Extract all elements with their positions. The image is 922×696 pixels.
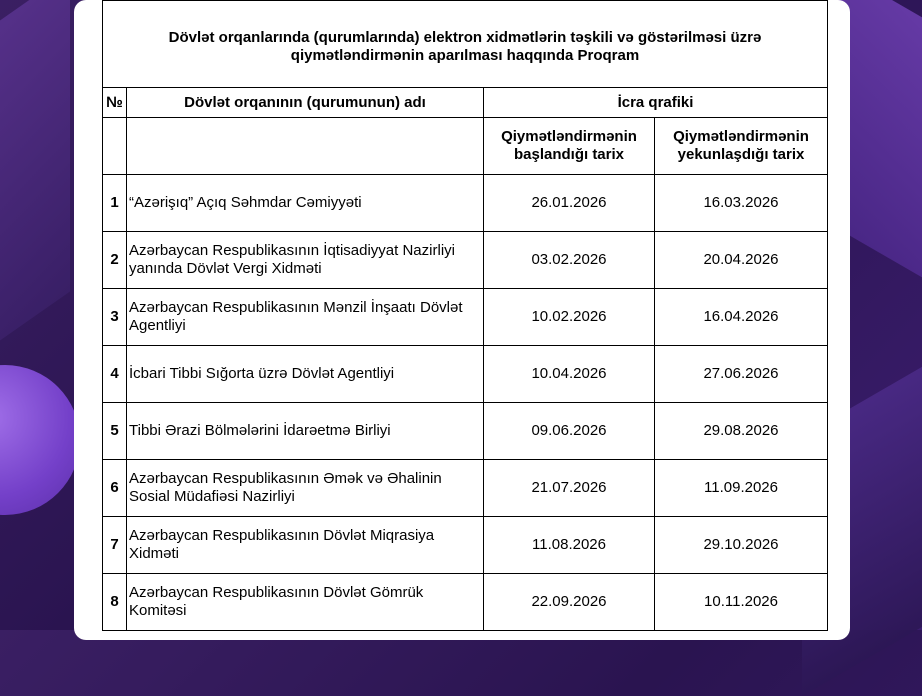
background-circle	[0, 365, 80, 515]
header-end-date: Qiymətləndirmənin yekunlaşdığı tarix	[655, 118, 828, 175]
row-end-date: 16.04.2026	[655, 289, 828, 346]
row-start-date: 10.04.2026	[484, 346, 655, 403]
row-org-name: Azərbaycan Respublikasının Mənzil İnşaatı Dövlət Agentliyi	[127, 289, 484, 346]
row-end-date: 27.06.2026	[655, 346, 828, 403]
table-row	[103, 517, 828, 574]
document-title: Dövlət orqanlarında (qurumlarında) elektron xidmətlərin təşkili və göstərilməsi üzrə qiymətləndirmənin aparılması haqqında Proqram	[103, 1, 828, 88]
row-org-name: Azərbaycan Respublikasının Əmək və Əhalinin Sosial Müdafiəsi Nazirliyi	[127, 460, 484, 517]
row-org-name: İcbari Tibbi Sığorta üzrə Dövlət Agentliyi	[127, 346, 484, 403]
header-empty-name	[127, 118, 484, 175]
row-end-date: 16.03.2026	[655, 175, 828, 232]
row-end-date: 29.08.2026	[655, 403, 828, 460]
row-start-date: 03.02.2026	[484, 232, 655, 289]
header-empty-number	[103, 118, 127, 175]
row-number: 1	[103, 175, 127, 232]
row-number: 3	[103, 289, 127, 346]
row-end-date: 20.04.2026	[655, 232, 828, 289]
row-number: 2	[103, 232, 127, 289]
header-number: №	[103, 88, 127, 118]
row-org-name: Tibbi Ərazi Bölmələrini İdarəetmə Birliyi	[127, 403, 484, 460]
background-shape-top-left	[0, 0, 70, 369]
row-start-date: 09.06.2026	[484, 403, 655, 460]
header-org-name: Dövlət orqanının (qurumunun) adı	[127, 88, 484, 118]
row-number: 5	[103, 403, 127, 460]
row-number: 7	[103, 517, 127, 574]
row-org-name: “Azərişıq” Açıq Səhmdar Cəmiyyəti	[127, 175, 484, 232]
row-start-date: 11.08.2026	[484, 517, 655, 574]
row-org-name: Azərbaycan Respublikasının Dövlət Miqrasiya Xidməti	[127, 517, 484, 574]
row-start-date: 22.09.2026	[484, 574, 655, 631]
table-row	[103, 289, 828, 346]
document-card	[74, 0, 850, 640]
row-end-date: 29.10.2026	[655, 517, 828, 574]
row-org-name: Azərbaycan Respublikasının Dövlət Gömrük Komitəsi	[127, 574, 484, 631]
table-row	[103, 232, 828, 289]
header-schedule: İcra qrafiki	[484, 88, 828, 118]
row-start-date: 21.07.2026	[484, 460, 655, 517]
row-number: 8	[103, 574, 127, 631]
schedule-table	[102, 0, 828, 631]
table-row	[103, 574, 828, 631]
row-start-date: 10.02.2026	[484, 289, 655, 346]
row-end-date: 10.11.2026	[655, 574, 828, 631]
row-number: 6	[103, 460, 127, 517]
table-row	[103, 403, 828, 460]
row-end-date: 11.09.2026	[655, 460, 828, 517]
row-number: 4	[103, 346, 127, 403]
row-org-name: Azərbaycan Respublikasının İqtisadiyyat Nazirliyi yanında Dövlət Vergi Xidməti	[127, 232, 484, 289]
table-row	[103, 346, 828, 403]
table-row	[103, 175, 828, 232]
header-start-date: Qiymətləndirmənin başlandığı tarix	[484, 118, 655, 175]
table-row	[103, 460, 828, 517]
row-start-date: 26.01.2026	[484, 175, 655, 232]
